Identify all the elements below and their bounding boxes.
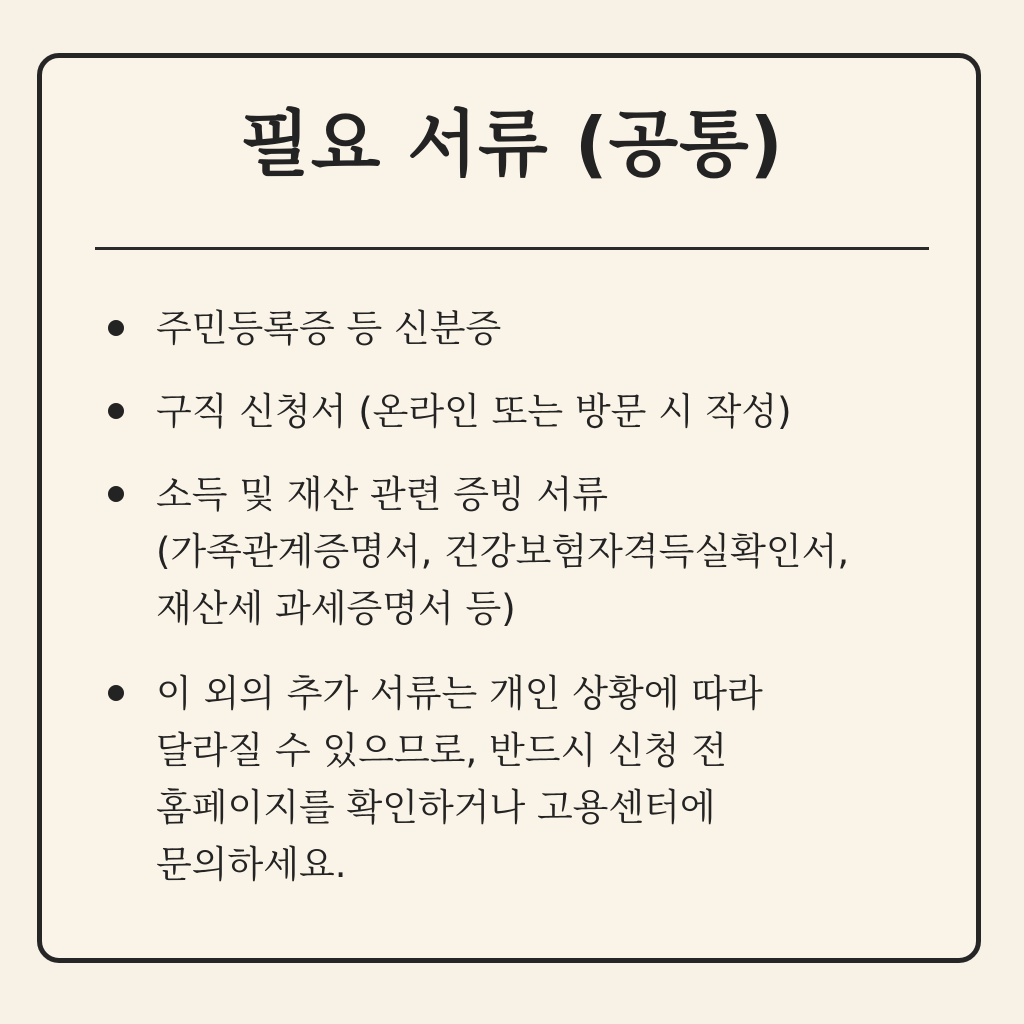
list-item-text: 문의하세요. (156, 843, 347, 886)
list-item (108, 300, 968, 357)
list-item-text: 달라질 수 있으므로, 반드시 신청 전 (156, 729, 727, 772)
list-item-subtext: (가족관계증명서, 건강보험자격득실확인서, (156, 530, 850, 573)
list-item-subtext: 재산세 과세증명서 등) (156, 587, 516, 630)
bullet-icon (108, 685, 124, 701)
list-item-text: 주민등록증 등 신분증 (156, 307, 502, 350)
list-item-text: 소득 및 재산 관련 증빙 서류 (156, 473, 608, 516)
bullet-icon (108, 320, 124, 336)
bullet-icon (108, 486, 124, 502)
bullet-icon (108, 403, 124, 419)
list-item-text: 구직 신청서 (온라인 또는 방문 시 작성) (156, 390, 792, 433)
list-item-text: 홈페이지를 확인하거나 고용센터에 (156, 786, 716, 829)
title-divider (95, 247, 929, 250)
list-item (108, 665, 968, 893)
list-item (108, 466, 968, 637)
list-item (108, 383, 968, 440)
page-title: 필요 서류 (공통) (240, 102, 784, 186)
list-item-text: 이 외의 추가 서류는 개인 상황에 따라 (156, 672, 763, 715)
document-list (108, 300, 968, 921)
